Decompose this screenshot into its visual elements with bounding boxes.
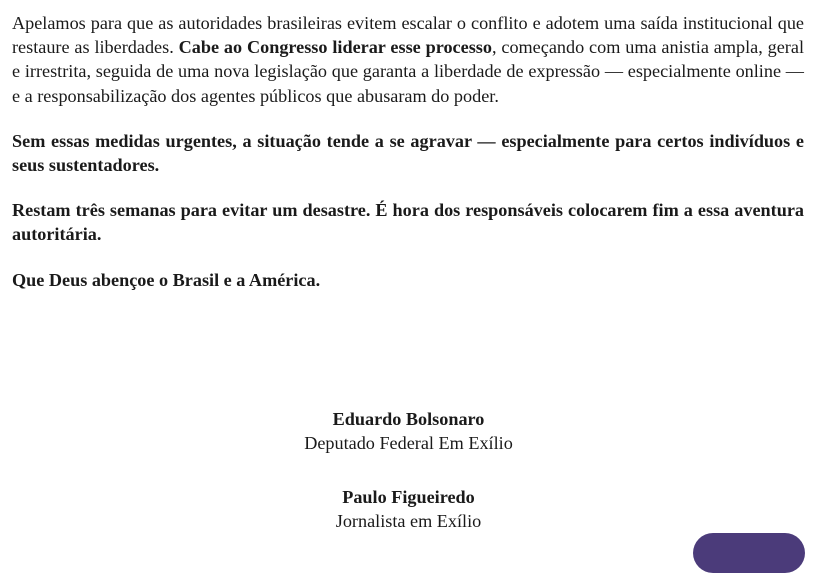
letter-body: [12, 11, 804, 292]
paragraph-appeal: [12, 11, 804, 108]
paragraph-deadline: Restam três semanas para evitar um desastre. É hora dos responsáveis colocarem fim a essa aventura autoritária.: [12, 200, 804, 245]
signatory-title: Jornalista em Exílio: [335, 511, 482, 531]
floating-action-button[interactable]: [693, 533, 805, 573]
signatory-title: Deputado Federal Em Exílio: [304, 433, 513, 453]
paragraph-blessing: Que Deus abençoe o Brasil e a América.: [12, 269, 321, 290]
signature-section: [0, 407, 817, 533]
signature-block: [0, 485, 817, 533]
paragraph-appeal-text-start: Apelamos para que as autoridades brasileiras evitem escalar o conflito e adotem uma saída institucional que restaure as liberdades.: [12, 13, 804, 58]
paragraph-urgency: Sem essas medidas urgentes, a situação tende a se agravar — especialmente para certos indivíduos e seus sustentadores.: [12, 130, 804, 176]
paragraph-appeal-bold-text: Cabe ao Congresso liderar esse processo: [178, 37, 492, 58]
signatory-name: Eduardo Bolsonaro: [332, 409, 485, 429]
signatory-name: Paulo Figueiredo: [342, 487, 475, 507]
signature-block: [0, 407, 817, 455]
paragraph-appeal-text-end: , começando com uma anistia ampla, geral e irrestrita, seguida de uma nova legislação que garanta a liberdade de expressão — especialmente online — e a responsabilização dos agentes públicos que abusaram do poder.: [12, 37, 804, 106]
